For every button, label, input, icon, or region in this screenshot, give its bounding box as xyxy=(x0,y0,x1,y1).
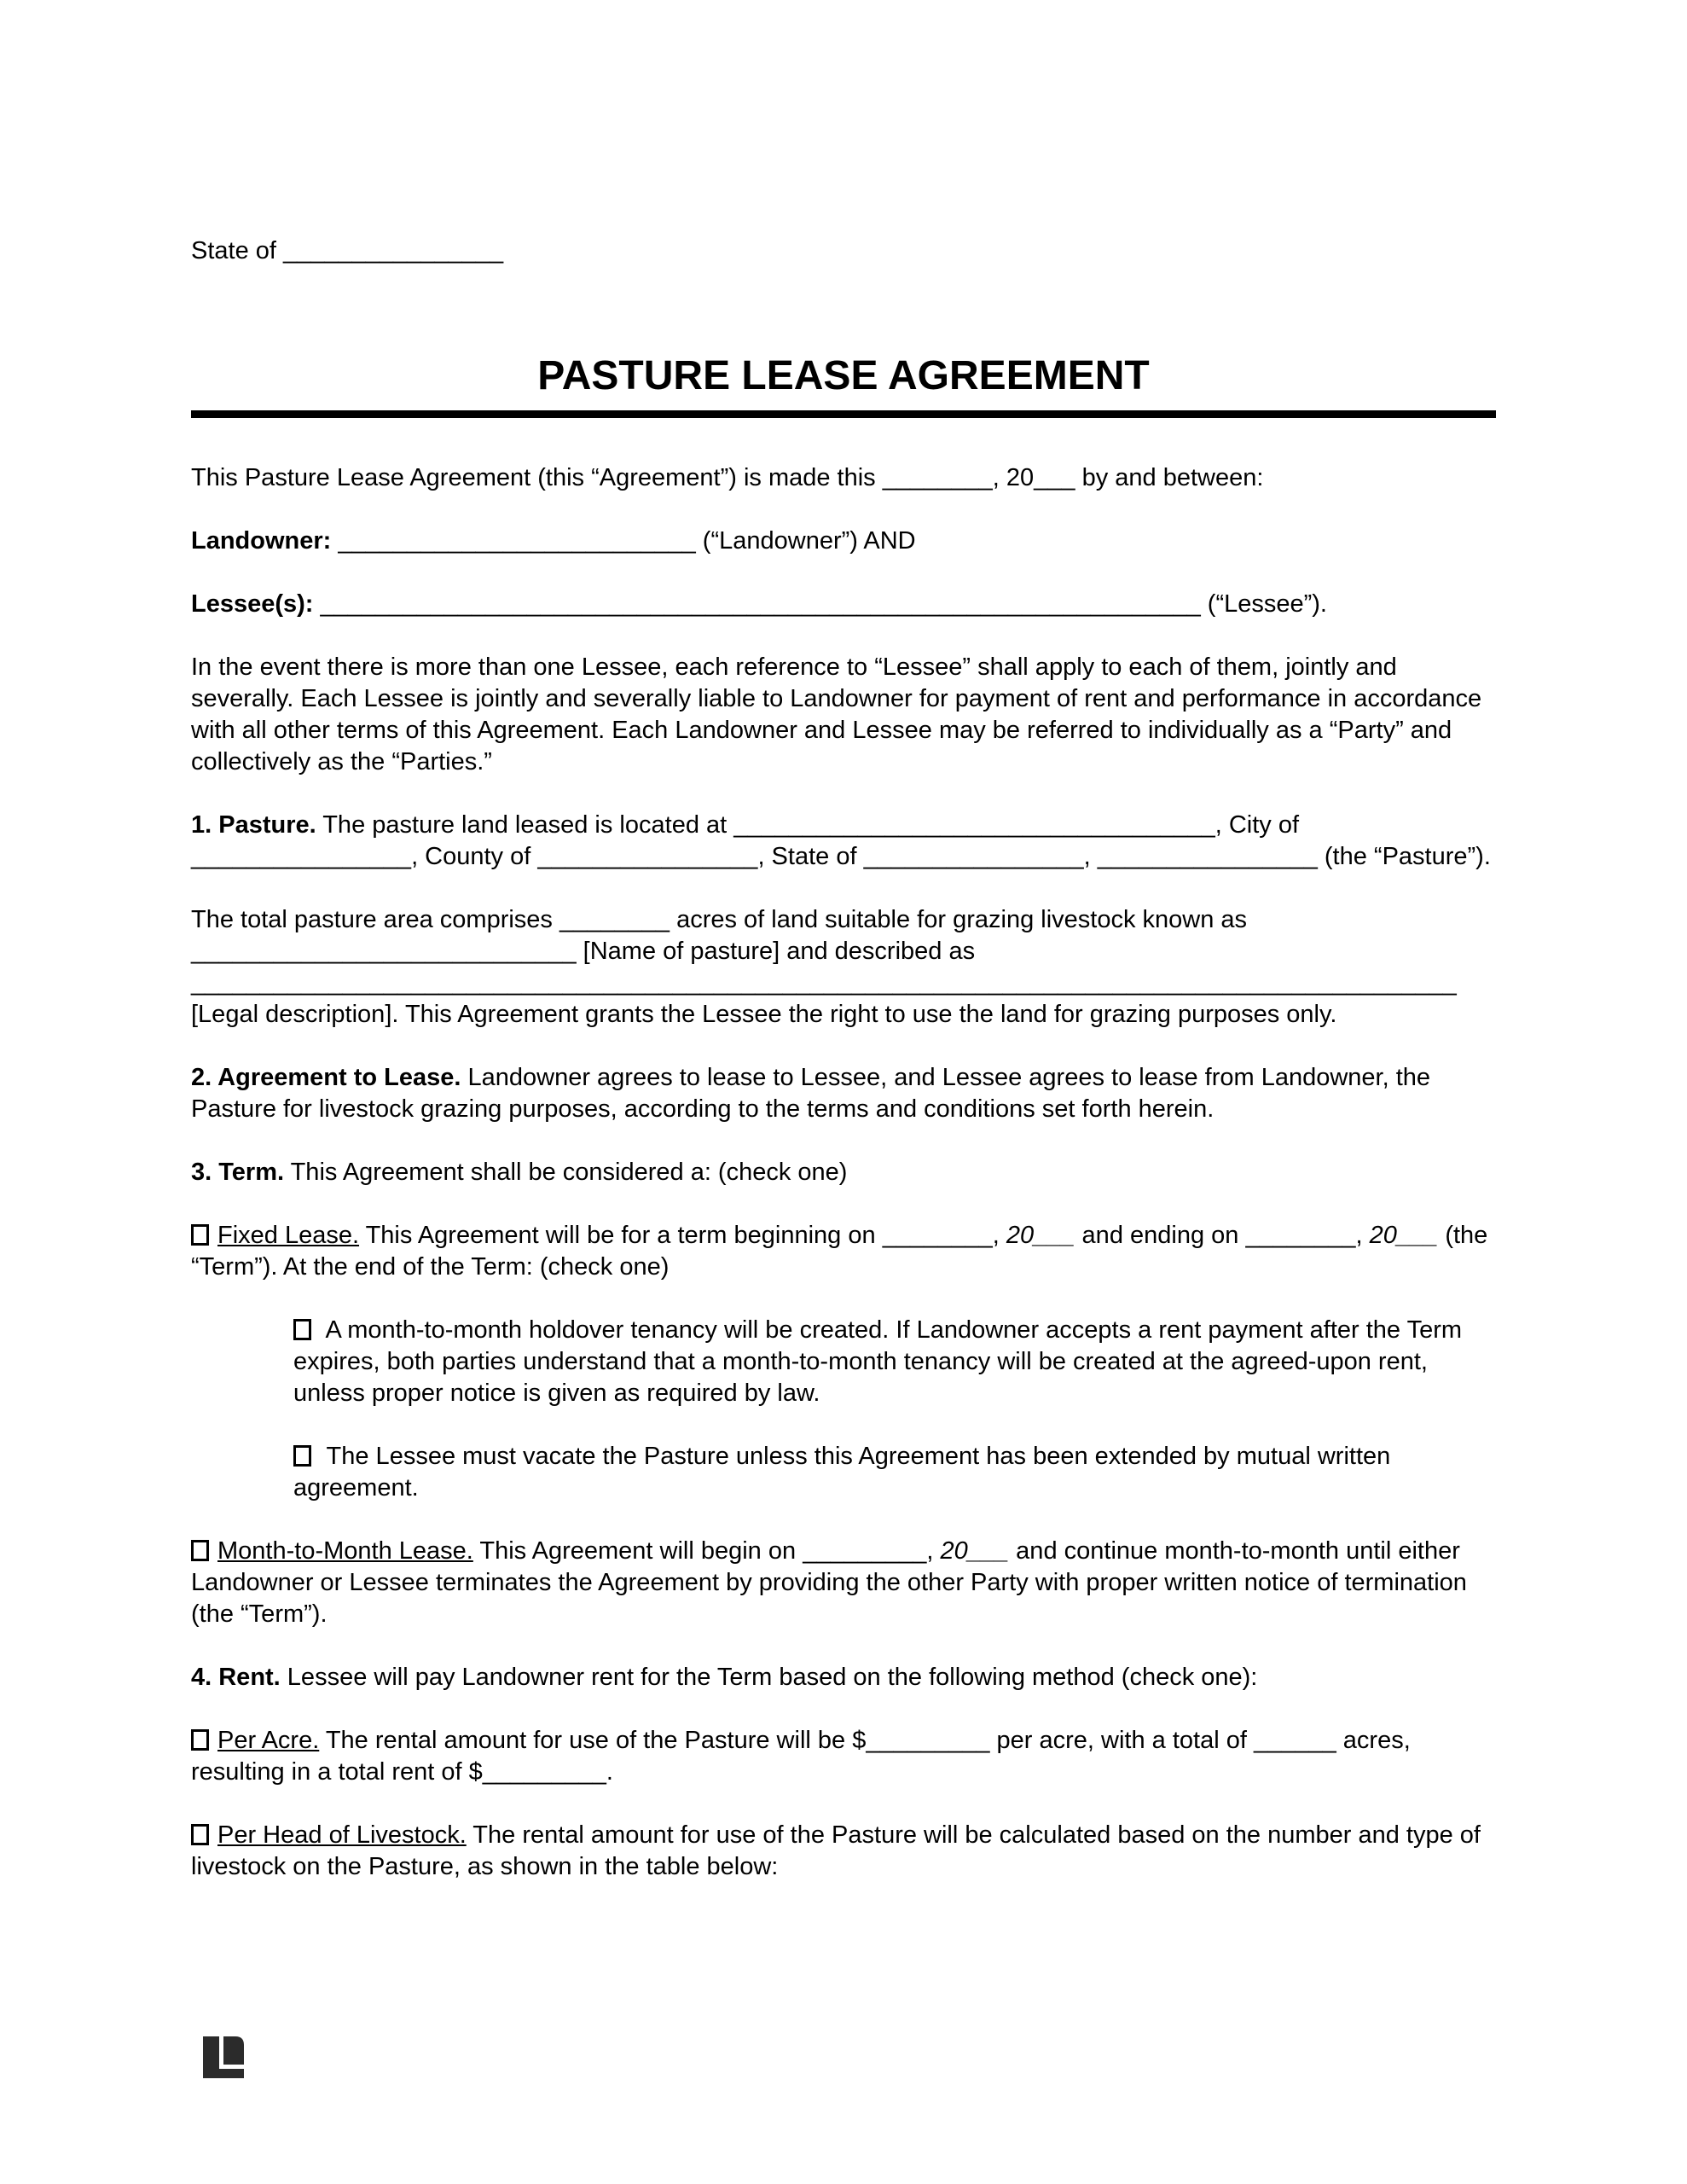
section-2-text: Landowner agrees to lease to Lessee, and Lessee agrees to lease from Landowner, the Pasture for livestock grazing purposes, according to the terms and conditions set forth herein. xyxy=(191,1064,1431,1123)
landowner-line xyxy=(191,526,1496,557)
lessee-suffix: (“Lessee”). xyxy=(1200,590,1327,618)
section-1-text: , County of xyxy=(411,843,538,870)
state-blank: ________________ xyxy=(283,237,504,264)
section-1-text: (the “Pasture”). xyxy=(1317,843,1491,870)
fixed-lease-text: , xyxy=(992,1222,1006,1249)
intro-paragraph xyxy=(191,462,1496,494)
section-4-rent xyxy=(191,1662,1496,1693)
lessee-line xyxy=(191,589,1496,620)
section-4-text: Lessee will pay Landowner rent for the Term based on the following method (check one): xyxy=(280,1664,1258,1691)
landowner-suffix: (“Landowner”) AND xyxy=(695,527,916,555)
section-1-label: 1. Pasture. xyxy=(191,811,316,839)
per-acre-text: The rental amount for use of the Pasture will be $ xyxy=(319,1727,867,1754)
pasture-city-blank: ________________ xyxy=(191,843,412,870)
pasture-address-blank: ___________________________________ xyxy=(733,811,1215,839)
pasture-county-blank: ________________ xyxy=(537,843,758,870)
legal-templates-logo xyxy=(203,2036,245,2078)
vacate-checkbox[interactable] xyxy=(293,1445,311,1467)
joint-liability-paragraph xyxy=(191,652,1496,778)
intro-text: by and between: xyxy=(1075,464,1264,491)
lessee-name-blank: ________________________________________________________________ xyxy=(320,590,1201,618)
vacate-text: The Lessee must vacate the Pasture unless this Agreement has been extended by mutual written agreement. xyxy=(293,1443,1391,1502)
per-head-option xyxy=(191,1820,1496,1883)
fixed-lease-text: , xyxy=(1355,1222,1370,1249)
acres-blank: ________ xyxy=(559,906,670,933)
per-acre-checkbox[interactable] xyxy=(191,1729,209,1751)
per-acre-label: Per Acre. xyxy=(217,1727,320,1754)
section-4-label: 4. Rent. xyxy=(191,1664,281,1691)
month-to-month-text: , xyxy=(926,1537,941,1565)
legal-description-blank: ____________________________________________________________________________________________ xyxy=(191,969,1457,996)
state-of-label: State of xyxy=(191,237,284,264)
per-acre-text: per acre, with a total of xyxy=(989,1727,1254,1754)
fixed-lease-option xyxy=(191,1220,1496,1283)
pasture-area-paragraph xyxy=(191,904,1496,1031)
section-3-label: 3. Term. xyxy=(191,1159,285,1186)
per-head-text: The rental amount for use of the Pasture will be calculated based on the number and type of livestock on the Pasture, as shown in the table below: xyxy=(191,1821,1481,1880)
fixed-lease-checkbox[interactable] xyxy=(191,1224,209,1246)
month-to-month-text: and continue month-to-month until either Landowner or Lessee terminates the Agreement by providing the other Party with proper written notice of termination (the “Term”). xyxy=(191,1537,1467,1628)
area-text: acres of land suitable for grazing livestock known as xyxy=(670,906,1248,933)
section-1-pasture xyxy=(191,810,1496,873)
fixed-lease-text: (the “Term”). At the end of the Term: (check one) xyxy=(191,1222,1488,1281)
total-acres-blank: ______ xyxy=(1253,1727,1336,1754)
section-2-agreement-to-lease xyxy=(191,1062,1496,1125)
page-title: PASTURE LEASE AGREEMENT xyxy=(537,353,1150,398)
joint-liability-text: In the event there is more than one Lessee, each reference to “Lessee” shall apply to each of them, jointly and severally. Each Lessee is jointly and severally liable to Landowner for payment of rent and performance in accordance with all other terms of this Agreement. Each Landowner and Lessee may be referred to individually as a “Party” and collectively as the “Parties.” xyxy=(191,653,1482,775)
per-acre-option xyxy=(191,1725,1496,1788)
landowner-label: Landowner: xyxy=(191,527,339,555)
document-body xyxy=(191,235,1496,1914)
section-1-text: , City of xyxy=(1215,811,1300,839)
section-1-text: , xyxy=(1083,843,1098,870)
intro-text: This Pasture Lease Agreement (this “Agreement”) is made this xyxy=(191,464,883,491)
month-to-month-option xyxy=(191,1536,1496,1630)
area-text: [Name of pasture] and described as xyxy=(576,938,976,965)
area-text: [Legal description]. This Agreement grants the Lessee the right to use the land for grazing purposes only. xyxy=(191,1001,1337,1028)
fixed-lease-text: This Agreement will be for a term beginning on xyxy=(359,1222,883,1249)
state-of-line xyxy=(191,235,1496,267)
section-3-term xyxy=(191,1157,1496,1188)
pasture-state-blank: ________________ xyxy=(863,843,1084,870)
fixed-lease-text: and ending on xyxy=(1075,1222,1246,1249)
area-text: The total pasture area comprises xyxy=(191,906,559,933)
vacate-suboption xyxy=(191,1441,1496,1504)
section-3-text: This Agreement shall be considered a: (check one) xyxy=(284,1159,848,1186)
per-acre-text: acres, resulting in a total rent of $ xyxy=(191,1727,1411,1786)
pasture-zip-blank: ________________ xyxy=(1097,843,1318,870)
legal-templates-logo-mark xyxy=(203,2036,245,2078)
month-to-month-text: This Agreement will begin on xyxy=(472,1537,803,1565)
landowner-name-blank: __________________________ xyxy=(338,527,696,555)
rate-per-acre-blank: _________ xyxy=(866,1727,990,1754)
term-start-date-blank: ________ xyxy=(882,1222,993,1249)
agreement-year-blank: ___ xyxy=(1034,464,1075,491)
m2m-start-date-blank: _________ xyxy=(803,1537,927,1565)
holdover-text: A month-to-month holdover tenancy will be created. If Landowner accepts a rent payment after the Term expires, both parties understand that a month-to-month tenancy will be created at the agreed-upon rent, unless proper notice is given as required by law. xyxy=(293,1316,1463,1407)
month-to-month-checkbox[interactable] xyxy=(191,1540,209,1561)
title-divider xyxy=(191,410,1496,418)
agreement-date-blank: ________ xyxy=(882,464,993,491)
per-acre-text: . xyxy=(606,1758,613,1786)
fixed-lease-label: Fixed Lease. xyxy=(217,1222,360,1249)
term-start-year-blank: 20___ xyxy=(1006,1222,1075,1249)
holdover-suboption xyxy=(191,1315,1496,1409)
term-end-year-blank: 20___ xyxy=(1369,1222,1439,1249)
month-to-month-label: Month-to-Month Lease. xyxy=(217,1537,473,1565)
pasture-name-blank: ____________________________ xyxy=(191,938,577,965)
holdover-checkbox[interactable] xyxy=(293,1319,311,1340)
intro-text: , 20 xyxy=(992,464,1035,491)
per-head-label: Per Head of Livestock. xyxy=(217,1821,467,1849)
section-1-text: , State of xyxy=(757,843,864,870)
term-end-date-blank: ________ xyxy=(1245,1222,1356,1249)
lessee-label: Lessee(s): xyxy=(191,590,321,618)
m2m-start-year-blank: 20___ xyxy=(940,1537,1010,1565)
per-head-checkbox[interactable] xyxy=(191,1824,209,1845)
total-rent-blank: _________ xyxy=(482,1758,606,1786)
section-2-label: 2. Agreement to Lease. xyxy=(191,1064,461,1091)
section-1-text: The pasture land leased is located at xyxy=(316,811,734,839)
